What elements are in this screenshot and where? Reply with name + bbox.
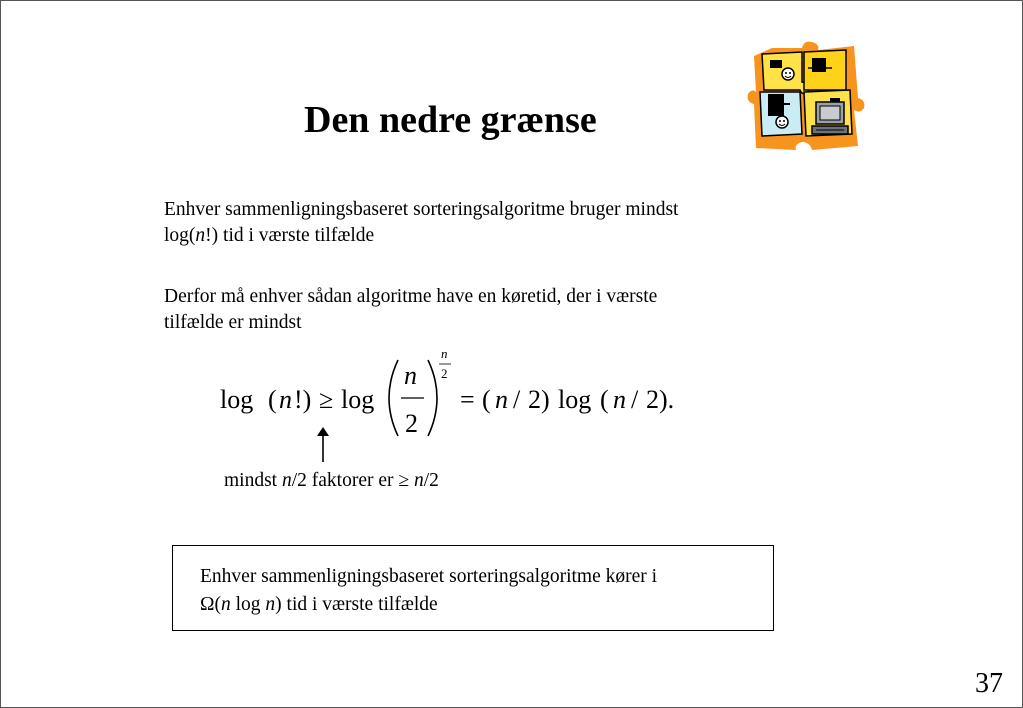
math-var: n [281, 470, 292, 491]
conclusion-line [200, 591, 770, 619]
paragraph-line: tilfælde er mindst [164, 312, 302, 333]
math-var: n [413, 470, 424, 491]
text-span: !) tid i værste tilfælde [205, 225, 375, 246]
puzzle-computer-people-icon [742, 38, 868, 154]
conclusion-box [172, 545, 774, 631]
page-number: 37 [975, 668, 1003, 699]
formula-paren: ( [268, 385, 277, 414]
conclusion-line: Enhver sammenligningsbaseret sorteringsalgoritme kører i [200, 566, 658, 587]
formula-paren: ( [600, 385, 609, 414]
math-var: n [221, 594, 231, 615]
formula-exp-num: n [441, 346, 448, 361]
formula-log: log [220, 385, 254, 414]
formula-factorial: !) [294, 385, 312, 414]
text-span: log [230, 594, 266, 615]
formula-frac-den: 2 [405, 409, 418, 438]
formula-var-n: n [495, 385, 508, 414]
formula-var-n: n [279, 385, 292, 414]
formula-log: log [558, 385, 592, 414]
formula-paren: ( [482, 385, 491, 414]
paragraph-lower-bound [164, 197, 804, 249]
text-span: log( [164, 225, 196, 246]
formula-two: 2) [528, 385, 550, 414]
formula-geq: ≥ [319, 385, 334, 414]
formula-big-paren-right [428, 360, 437, 436]
formula-equals: = [460, 385, 475, 414]
formula-slash: / [631, 385, 639, 414]
text-span: /2 [423, 470, 439, 491]
paragraph-line: Derfor må enhver sådan algoritme have en køretid, der i værste [164, 286, 658, 307]
text-span: mindst [224, 470, 282, 491]
formula-slash: / [513, 385, 521, 414]
text-span: Ω( [200, 594, 221, 615]
conclusion-text [200, 563, 770, 619]
formula-frac-num: n [404, 361, 417, 390]
paragraph-line [164, 223, 804, 249]
formula-big-paren-left [389, 360, 398, 436]
formula-exp-den: 2 [441, 366, 448, 381]
math-var: n [195, 225, 206, 246]
math-var: n [265, 594, 276, 615]
up-arrow-icon [313, 426, 333, 462]
factor-note [224, 470, 439, 492]
slide-title: Den nedre grænse [304, 99, 597, 141]
lower-bound-formula [218, 340, 698, 440]
text-span: ) tid i værste tilfælde [275, 594, 438, 615]
text-span: /2 faktorer er ≥ [291, 470, 414, 491]
formula-var-n: n [613, 385, 626, 414]
paragraph-running-time [164, 284, 804, 336]
formula-log: log [341, 385, 375, 414]
paragraph-line: Enhver sammenligningsbaseret sorteringsalgoritme bruger mindst [164, 199, 679, 220]
formula-two: 2). [646, 385, 675, 414]
